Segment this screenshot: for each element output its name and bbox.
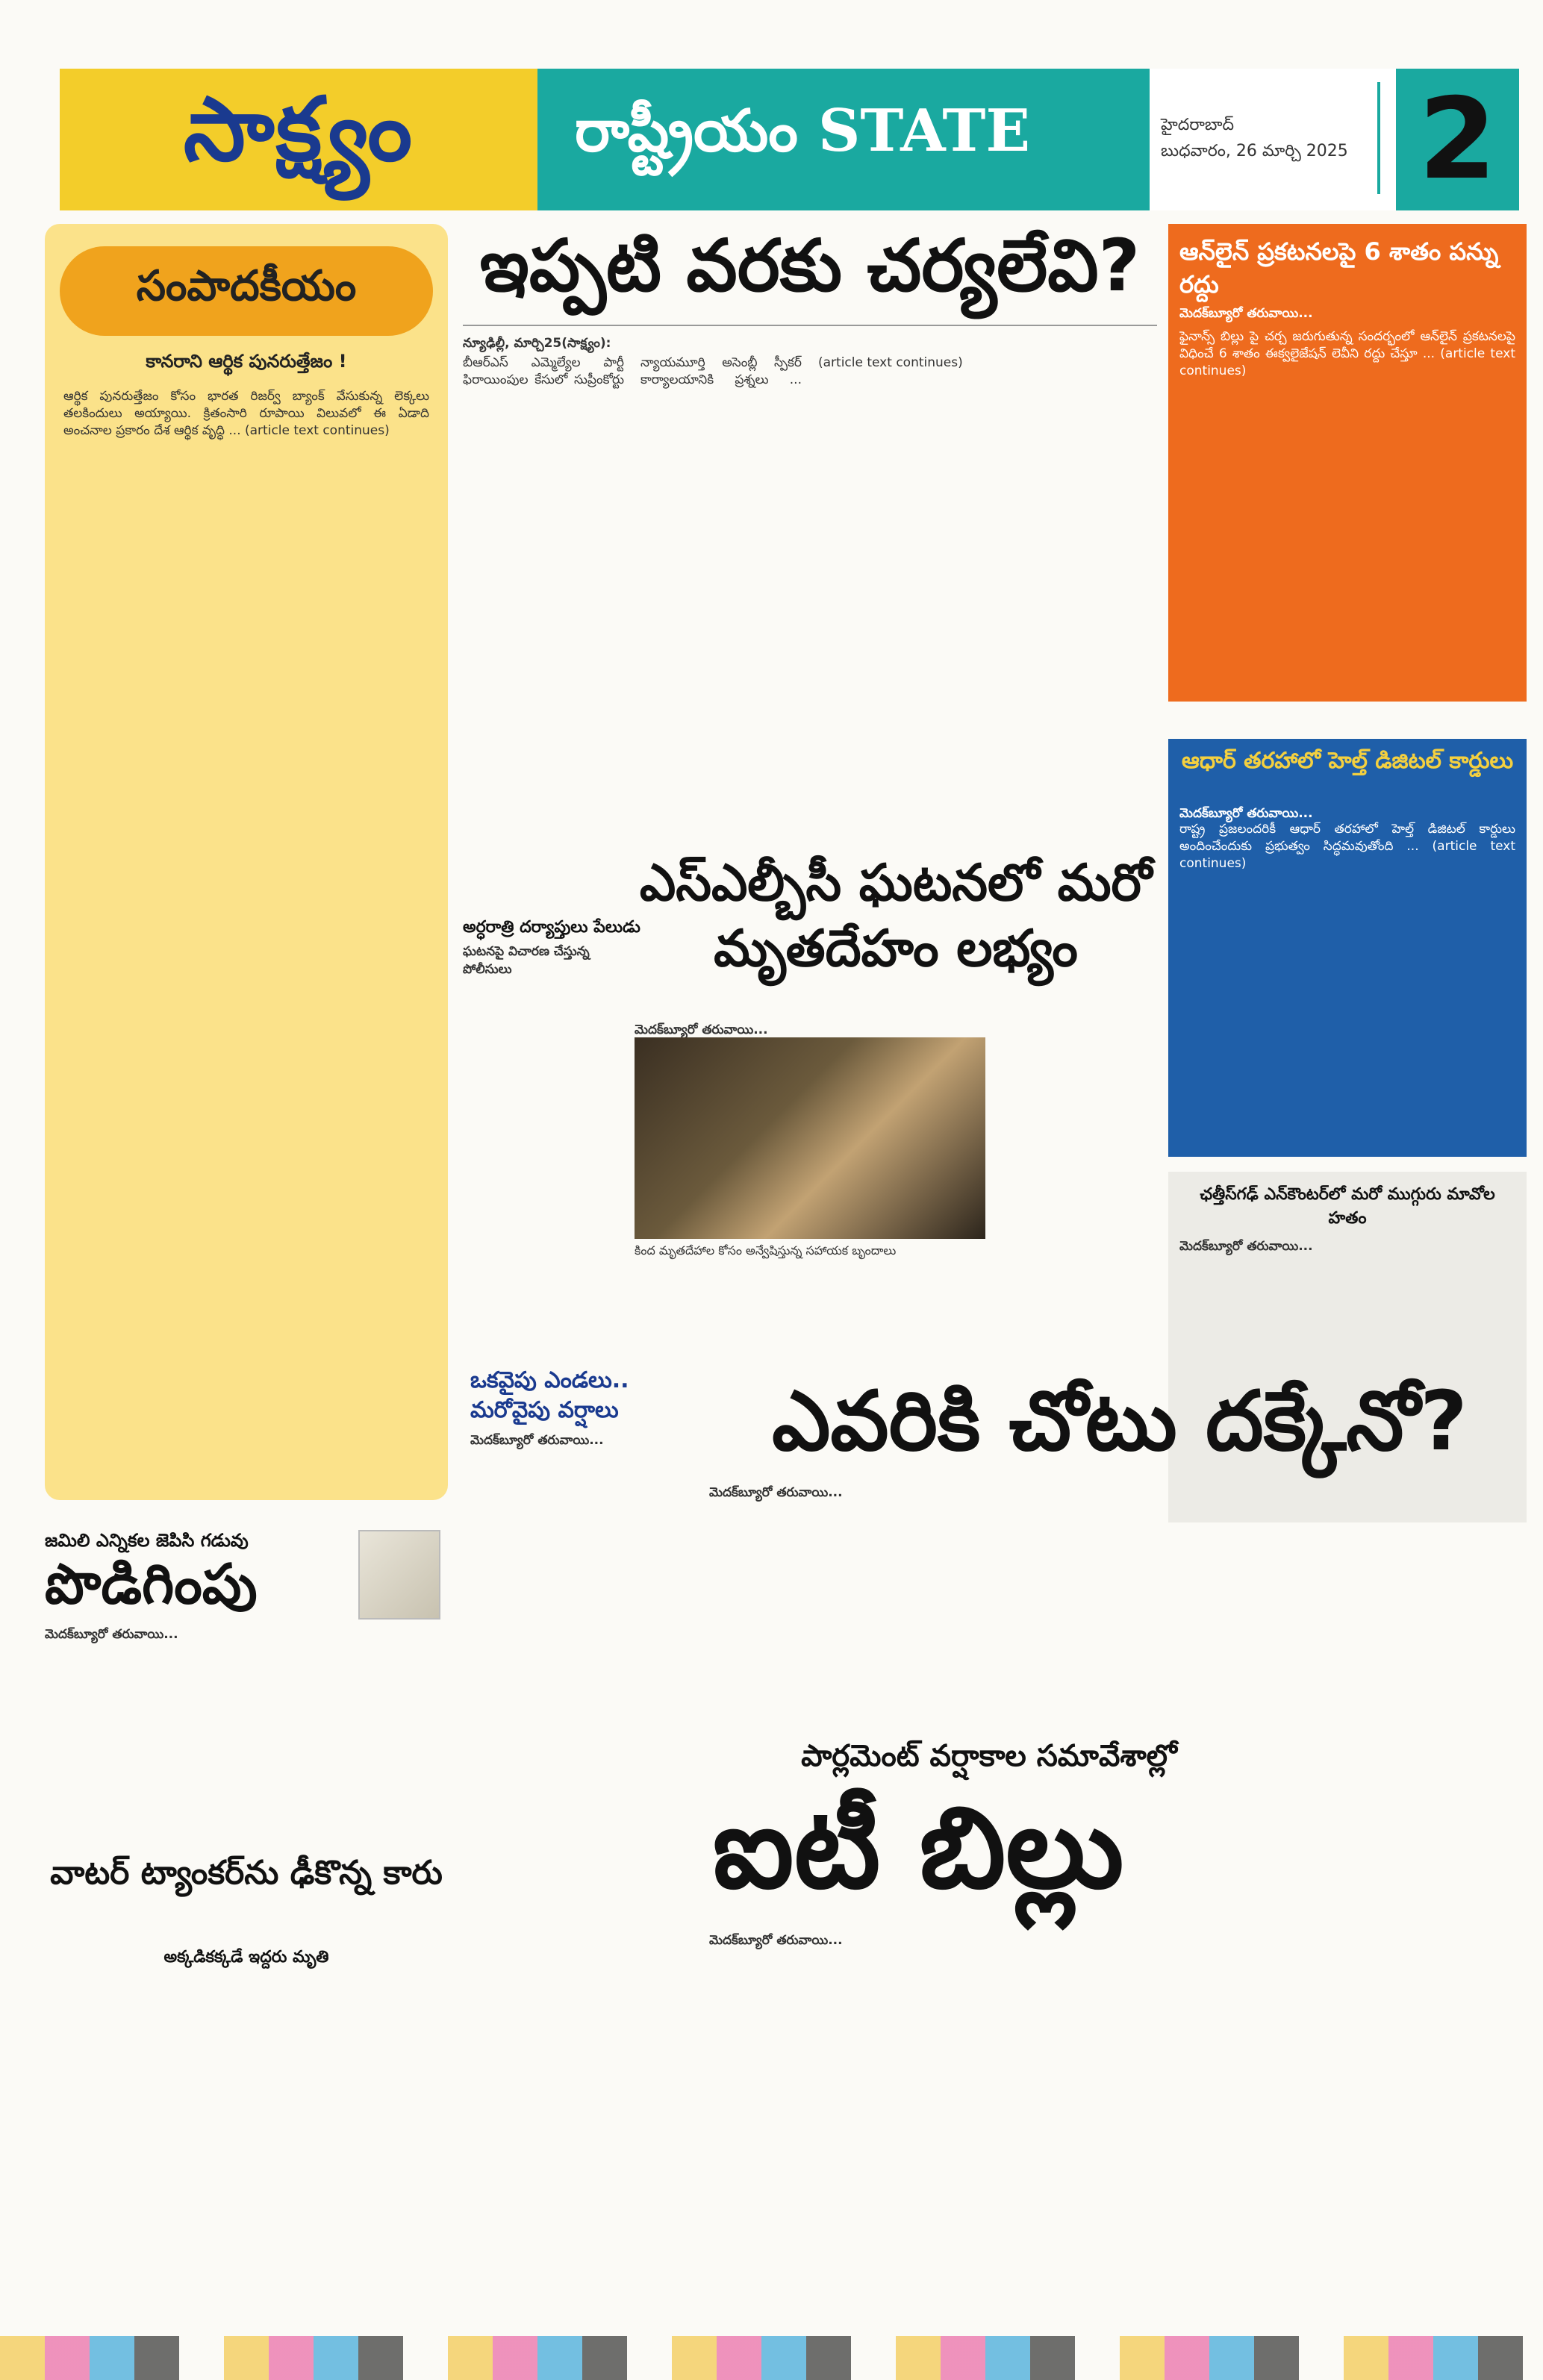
parliament-byline: మెదక్‌బ్యూరో తరువాయి... [709,1933,843,1948]
photo-caption: కింద మృతదేహాల కోసం అన్వేషిస్తున్న సహాయక బృందాలు [635,1243,897,1258]
editorial-label: సంపాదకీయం [60,246,433,336]
newspaper-logo [60,69,537,210]
weather-byline: మెదక్‌బ్యూరో తరువాయి... [470,1433,604,1448]
online-ads-byline: మెదక్‌బ్యూరో తరువాయి... [1179,306,1313,321]
tunnel-kicker: అర్ధరాత్రి దర్యాప్తులు పేలుడు [463,918,640,937]
cabinet-byline: మెదక్‌బ్యూరో తరువాయి... [709,1485,843,1500]
jamili-kicker: జమిలి ఎన్నికల జెపిసి గడువు [45,1530,249,1551]
rescue-photo [635,1037,985,1239]
jamili-byline: మెదక్‌బ్యూరో తరువాయి... [45,1627,178,1642]
tunnel-kicker-2: ఘటనపై విచారణ చేస్తున్న పోలీసులు [463,944,590,977]
water-tanker-kicker: అక్కడికక్కడే ఇద్దరు మృతి [163,1948,329,1967]
masthead-divider [1377,82,1380,194]
encounter-headline: ఛత్తీస్‌గఢ్ ఎన్‌కౌంటర్‌లో మరో ముగ్గురు మావోల హతం [1200,1185,1495,1228]
encounter-byline: మెదక్‌బ్యూరో తరువాయి... [1179,1239,1313,1254]
lead-dateline: న్యూఢిల్లీ, మార్చి25(సాక్ష్యం): [463,336,611,351]
lead-headline: ఇప్పటి వరకు చర్యలేవి? [479,224,1141,307]
parliament-kicker: పార్లమెంట్ వర్షాకాల సమావేశాల్లో [801,1739,1177,1773]
jamili-headline: పొడిగింపు [45,1552,258,1617]
water-tanker-headline: వాటర్ ట్యాంకర్‌ను ఢీకొన్న కారు [50,1854,443,1892]
health-card-headline: ఆధార్ తరహాలో హెల్త్ డిజిటల్ కార్డులు [1181,748,1514,774]
tunnel-headline: ఎస్ఎల్బీసీ ఘటనలో మరో మృతదేహం లభ్యం [639,854,1153,978]
logo-text: సాక్ష్యం [183,77,414,181]
cabinet-headline: ఎవరికి చోటు దక్కేనో? [772,1373,1468,1469]
dateline-place: హైదరాబాద్ [1161,116,1234,134]
lead-body: బీఆర్ఎస్ ఎమ్మెల్యేల పార్టీ ఫిరాయింపుల కేసులో సుప్రీంకోర్టు న్యాయమూర్తి అసెంబ్లీ స్పీకర్ కార్యాలయానికి ప్రశ్నలు ... (article text continues) [463,355,963,387]
health-card-byline: మెదక్‌బ్యూరో తరువాయి... [1179,806,1313,821]
parliament-headline: ఐటీ బిల్లు [712,1784,1124,1914]
weather-headline: ఒకవైపు ఎండలు.. మరోవైపు వర్షాలు [470,1367,629,1423]
divider [463,325,1157,326]
editorial-title: కానరాని ఆర్థిక పునరుత్తేజం ! [146,351,347,372]
print-color-bar [0,2336,1543,2380]
online-ads-body: ఫైనాన్స్ బిల్లు పై చర్చ జరుగుతున్న సందర్భంలో ఆన్‌లైన్ ప్రకటనలపై విధించే 6 శాతం ఈక్వలైజేషన్ లెవీని రద్దు చేస్తూ ... (article text continues) [1179,329,1515,378]
dateline-date: బుధవారం, 26 మార్చి 2025 [1161,142,1348,160]
tunnel-byline: మెదక్‌బ్యూరో తరువాయి... [635,1022,768,1037]
editorial-body: ఆర్థిక పునరుత్తేజం కోసం భారత రిజర్వ్ బ్యాంక్ వేసుకున్న లెక్కలు తలకిందులు అయ్యాయి. క్రితంసారి రూపాయి విలువలో ఈ ఏడాది అంచనాల ప్రకారం దేశ ఆర్థిక వృద్ధి ... (article text continues) [63,389,429,438]
section-title: రాష్ట్రీయం STATE [575,97,1030,165]
health-card-body: రాష్ట్ర ప్రజలందరికీ ఆధార్ తరహాలో హెల్త్ డిజిటల్ కార్డులు అందించేందుకు ప్రభుత్వం సిద్ధమవుతోంది ... (article text continues) [1179,822,1515,871]
page-number: 2 [1418,75,1497,204]
date-box [1150,69,1396,210]
online-ads-headline: ఆన్‌లైన్ ప్రకటనలపై 6 శాతం పన్ను రద్దు [1179,237,1499,299]
ballot-illustration [358,1530,440,1620]
